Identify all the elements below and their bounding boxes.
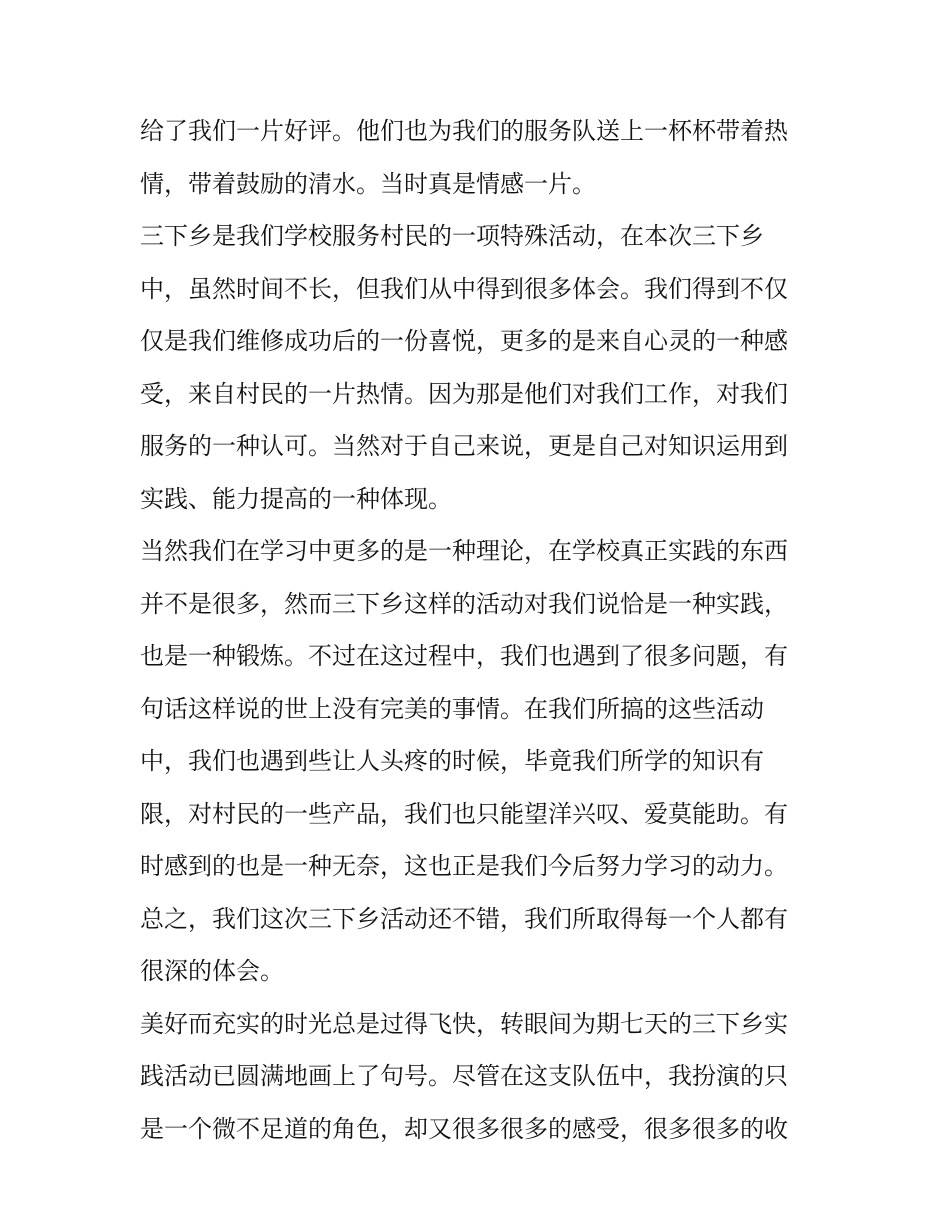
text-line: 受，来自村民的一片热情。因为那是他们对我们工作，对我们	[140, 379, 788, 408]
text-line: 句话这样说的世上没有完美的事情。在我们所搞的这些活动	[140, 694, 764, 723]
text-line: 服务的一种认可。当然对于自己来说，更是自己对知识运用到	[140, 432, 788, 460]
text-line: 三下乡是我们学校服务村民的一项特殊活动，在本次三下乡	[140, 222, 764, 250]
body-text	[140, 105, 820, 1155]
text-line: 仅是我们维修成功后的一份喜悦，更多的是来自心灵的一种感	[140, 327, 788, 355]
text-line: 并不是很多，然而三下乡这样的活动对我们说恰是一种实践，	[140, 589, 788, 618]
text-line: 是一个微不足道的角色，却又很多很多的感受，很多很多的收	[140, 1114, 788, 1143]
text-line: 很深的体会。	[140, 957, 284, 985]
text-line: 时感到的也是一种无奈，这也正是我们今后努力学习的动力。	[140, 852, 788, 880]
text-line: 当然我们在学习中更多的是一种理论，在学校真正实践的东西	[140, 537, 788, 565]
text-line: 也是一种锻炼。不过在这过程中，我们也遇到了很多问题，有	[140, 642, 788, 670]
text-line: 情，带着鼓励的清水。当时真是情感一片。	[140, 169, 596, 198]
text-line: 限，对村民的一些产品，我们也只能望洋兴叹、爱莫能助。有	[140, 799, 788, 828]
text-line: 总之，我们这次三下乡活动还不错，我们所取得每一个人都有	[140, 904, 788, 933]
text-line: 实践、能力提高的一种体现。	[140, 484, 452, 513]
text-line: 中，虽然时间不长，但我们从中得到很多体会。我们得到不仅	[140, 274, 788, 303]
text-line: 中，我们也遇到些让人头疼的时候，毕竟我们所学的知识有	[140, 747, 764, 775]
text-line: 给了我们一片好评。他们也为我们的服务队送上一杯杯带着热	[140, 117, 788, 145]
text-line: 践活动已圆满地画上了句号。尽管在这支队伍中，我扮演的只	[140, 1062, 788, 1090]
text-line: 美好而充实的时光总是过得飞快，转眼间为期七天的三下乡实	[140, 1009, 788, 1038]
